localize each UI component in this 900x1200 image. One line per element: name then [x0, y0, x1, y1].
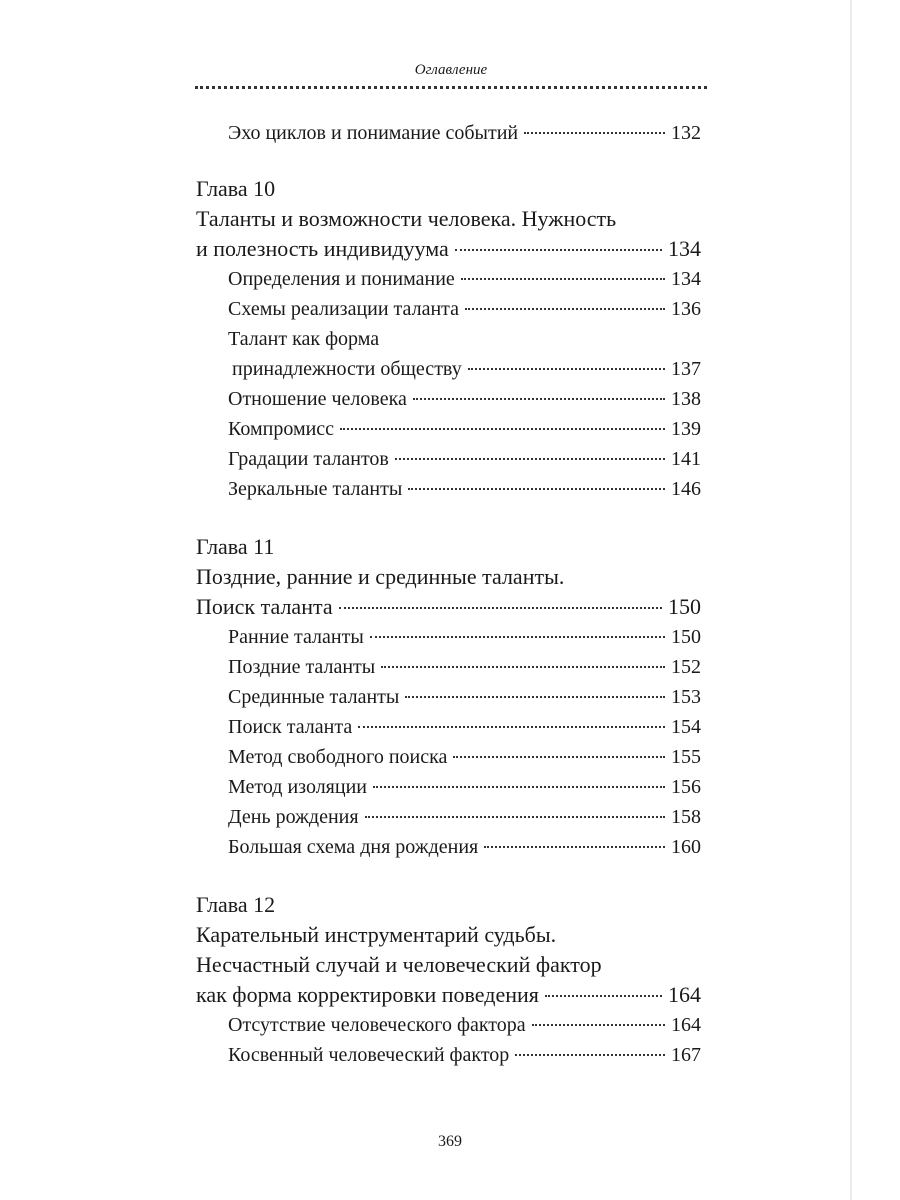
chapter-title[interactable]: Несчастный случай и человеческий фактор — [196, 952, 602, 977]
toc-entry-title: Метод изоляции — [228, 776, 367, 798]
leader-dots — [461, 278, 665, 280]
leader-dots — [339, 607, 662, 609]
toc-entry-title: Компромисс — [228, 418, 335, 440]
toc-entry-page: 146 — [671, 478, 701, 500]
toc-entry-title: Зеркальные таланты — [228, 478, 403, 500]
toc-entry-page: 160 — [671, 836, 701, 858]
toc-entry-title-first-line[interactable]: Талант как форма — [228, 328, 380, 350]
page-edge — [850, 0, 852, 1200]
leader-dots — [365, 816, 665, 818]
toc-entry-page: 154 — [671, 716, 701, 738]
toc-entry-page: 138 — [671, 388, 701, 410]
leader-dots — [405, 696, 665, 698]
toc-entry-title: Большая схема дня рождения — [228, 836, 479, 858]
toc-entry-title: Определения и понимание — [228, 268, 455, 290]
toc-entry[interactable] — [196, 802, 701, 832]
toc-entry-title: принадлежности обществу — [232, 358, 462, 380]
toc-entry[interactable] — [196, 384, 701, 414]
toc-entry-title: Эхо циклов и понимание событий — [228, 122, 519, 144]
toc-entry[interactable] — [196, 622, 701, 652]
toc-entry[interactable] — [196, 444, 701, 474]
toc-entry-page: 167 — [671, 1044, 701, 1066]
leader-dots — [358, 726, 665, 728]
table-of-contents — [196, 118, 701, 1070]
leader-dots — [515, 1054, 665, 1056]
toc-entry[interactable] — [196, 118, 701, 148]
header-divider — [195, 86, 707, 89]
toc-entry-title: Градации талантов — [228, 448, 389, 470]
toc-entry[interactable] — [196, 742, 701, 772]
toc-entry-page: 155 — [671, 746, 701, 768]
chapter-title-line: как форма корректировки поведения — [196, 982, 539, 1007]
chapter-label: Глава 11 — [196, 534, 275, 559]
chapter-title-line: и полезность индивидуума — [196, 236, 449, 261]
chapter-title-line: Поиск таланта — [196, 594, 333, 619]
chapter-page: 134 — [668, 236, 701, 261]
chapter-title-end[interactable] — [196, 592, 701, 622]
running-header: Оглавление — [414, 62, 488, 78]
toc-entry-title: Косвенный человеческий фактор — [228, 1044, 510, 1066]
toc-entry[interactable] — [196, 414, 701, 444]
toc-entry-title: Поздние таланты — [228, 656, 376, 678]
toc-entry-page: 134 — [671, 268, 701, 290]
chapter-title[interactable]: Поздние, ранние и срединные таланты. — [196, 564, 565, 589]
chapter-title[interactable]: Таланты и возможности человека. Нужность — [196, 206, 617, 231]
toc-entry[interactable] — [196, 354, 701, 384]
leader-dots — [545, 995, 662, 997]
toc-entry[interactable] — [196, 832, 701, 862]
toc-entry[interactable] — [196, 264, 701, 294]
toc-entry-page: 156 — [671, 776, 701, 798]
toc-entry-title: Поиск таланта — [228, 716, 353, 738]
leader-dots — [370, 636, 665, 638]
toc-entry-page: 158 — [671, 806, 701, 828]
leader-dots — [484, 846, 665, 848]
toc-entry-title: Отношение человека — [228, 388, 407, 410]
page-number: 369 — [438, 1133, 462, 1150]
leader-dots — [453, 756, 665, 758]
chapter-page: 150 — [668, 594, 701, 619]
chapter-label: Глава 12 — [196, 892, 276, 917]
toc-entry-page: 153 — [671, 686, 701, 708]
toc-entry[interactable] — [196, 1040, 701, 1070]
leader-dots — [408, 488, 665, 490]
leader-dots — [340, 428, 665, 430]
toc-entry-page: 132 — [671, 122, 701, 144]
toc-entry-page: 164 — [671, 1014, 701, 1036]
chapter-label: Глава 10 — [196, 176, 276, 201]
toc-entry[interactable] — [196, 652, 701, 682]
toc-entry[interactable] — [196, 474, 701, 504]
toc-entry-page: 137 — [671, 358, 701, 380]
leader-dots — [465, 308, 665, 310]
chapter-title-end[interactable] — [196, 980, 701, 1010]
leader-dots — [413, 398, 665, 400]
toc-entry-title: Отсутствие человеческого фактора — [228, 1014, 526, 1036]
leader-dots — [455, 249, 662, 251]
toc-entry-title: Схемы реализации таланта — [228, 298, 460, 320]
toc-entry[interactable] — [196, 772, 701, 802]
toc-entry[interactable] — [196, 294, 701, 324]
chapter-page: 164 — [668, 982, 701, 1007]
toc-entry-page: 141 — [671, 448, 701, 470]
toc-entry-page: 139 — [671, 418, 701, 440]
toc-entry-page: 136 — [671, 298, 701, 320]
chapter-title[interactable]: Карательный инструментарий судьбы. — [196, 922, 557, 947]
leader-dots — [532, 1024, 665, 1026]
leader-dots — [468, 368, 665, 370]
leader-dots — [524, 132, 665, 134]
toc-entry[interactable] — [196, 682, 701, 712]
chapter-title-end[interactable] — [196, 234, 701, 264]
toc-entry-page: 152 — [671, 656, 701, 678]
toc-entry-title: Метод свободного поиска — [228, 746, 448, 768]
leader-dots — [373, 786, 665, 788]
toc-entry[interactable] — [196, 712, 701, 742]
toc-entry-title: Ранние таланты — [228, 626, 364, 648]
toc-entry[interactable] — [196, 1010, 701, 1040]
toc-entry-title: День рождения — [228, 806, 359, 828]
leader-dots — [395, 458, 665, 460]
leader-dots — [381, 666, 665, 668]
toc-entry-title: Срединные таланты — [228, 686, 400, 708]
toc-entry-page: 150 — [671, 626, 701, 648]
